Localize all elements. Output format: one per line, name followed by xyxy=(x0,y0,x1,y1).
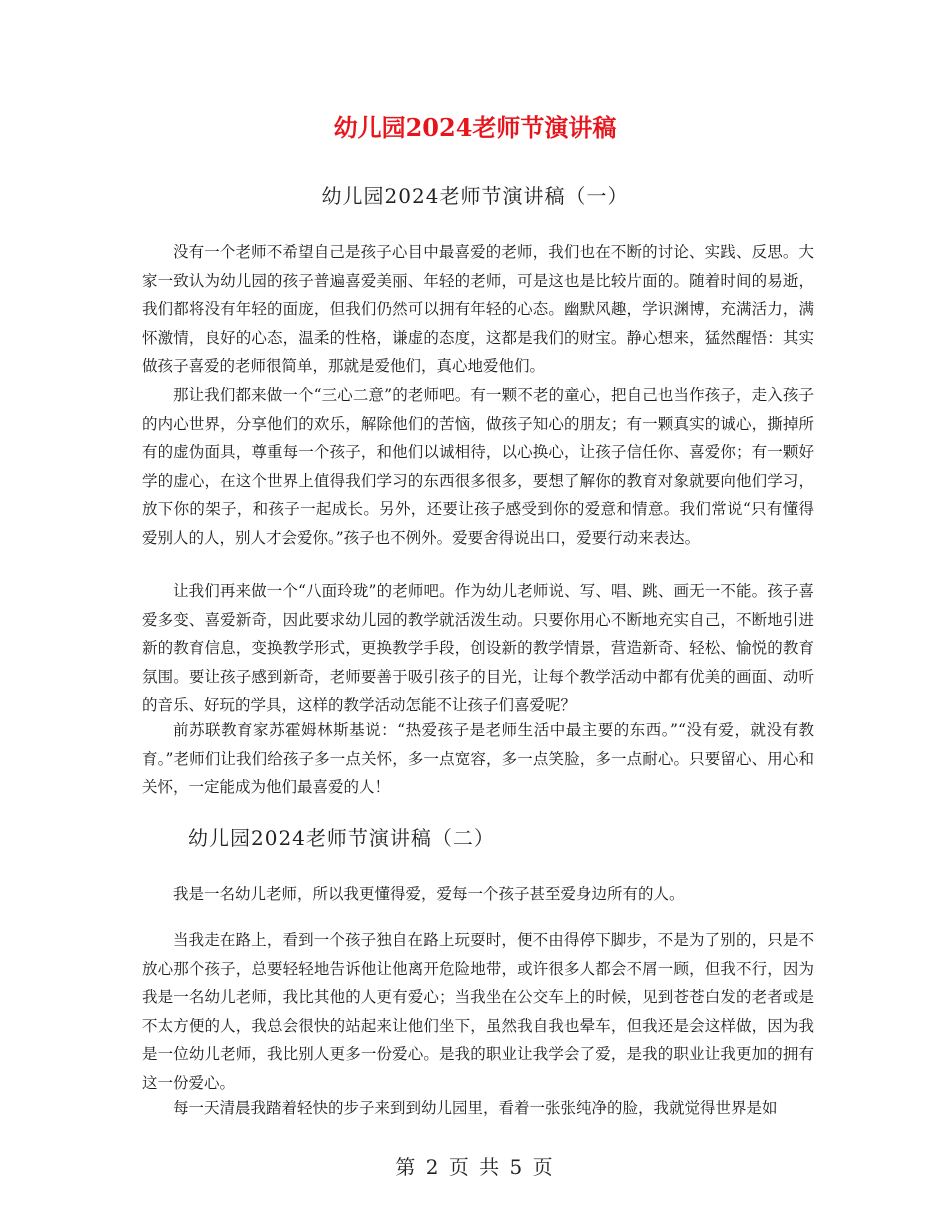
page-footer: 第 2 页 共 5 页 xyxy=(395,1155,555,1179)
paragraph: 每一天清晨我踏着轻快的步子来到到幼儿园里，看着一张张纯净的脸，我就觉得世界是如 xyxy=(173,1099,778,1117)
paragraph: 没有一个老师不希望自己是孩子心目中最喜爱的老师，我们也在不断的讨论、实践、反思。大家一致认为幼儿园的孩子普遍喜爱美丽、年轻的老师，可是这也是比较片面的。随着时间的易逝，我们都将没有年轻的面庞，但我们仍然可以拥有年轻的心态。幽默风趣，学识渊博，充满活力，满怀激情，良好的心态，温柔的性格，谦虚的态度，这都是我们的财宝。静心想来，猛然醒悟：其实做孩子喜爱的老师很简单，那就是爱他们，真心地爱他们。 xyxy=(142,243,814,376)
paragraph: 前苏联教育家苏霍姆林斯基说：“热爱孩子是老师生活中最主要的东西。”“没有爱，就没有教育。”老师们让我们给孩子多一点关怀，多一点宽容，多一点笑脸，多一点耐心。只要留心、用心和关怀，一定能成为他们最喜爱的人！ xyxy=(142,721,814,797)
section-heading: 幼儿园2024老师节演讲稿（二） xyxy=(188,826,495,850)
paragraph: 当我走在路上，看到一个孩子独自在路上玩耍时，便不由得停下脚步，不是为了别的，只是不放心那个孩子，总要轻轻地告诉他让他离开危险地带，或许很多人都会不屑一顾，但我不行，因为我是一名幼儿老师，我比其他的人更有爱心；当我坐在公交车上的时候，见到苍苍白发的老者或是不太方便的人，我总会很快的站起来让他们坐下，虽然我自我也晕车，但我还是会这样做，因为我是一位幼儿老师，我比别人更多一份爱心。是我的职业让我学会了爱，是我的职业让我更加的拥有这一份爱心。 xyxy=(142,931,814,1092)
paragraph: 让我们再来做一个“八面玲珑”的老师吧。作为幼儿老师说、写、唱、跳、画无一不能。孩子喜爱多变、喜爱新奇，因此要求幼儿园的教学就活泼生动。只要你用心不断地充实自己，不断地引进新的教育信息，变换教学形式，更换教学手段，创设新的教学情景，营造新奇、轻松、愉悦的教育氛围。要让孩子感到新奇，老师要善于吸引孩子的目光，让每个教学活动中都有优美的画面、动听的音乐、好玩的学具，这样的教学活动怎能不让孩子们喜爱呢？ xyxy=(142,582,814,715)
document-title: 幼儿园2024老师节演讲稿 xyxy=(333,113,617,142)
paragraph: 那让我们都来做一个“三心二意”的老师吧。有一颗不老的童心，把自己也当作孩子，走入孩子的内心世界，分享他们的欢乐，解除他们的苦恼，做孩子知心的朋友；有一颗真实的诚心，撕掉所有的虚伪面具，尊重每一个孩子，和他们以诚相待，以心换心，让孩子信任你、喜爱你；有一颗好学的虚心，在这个世界上值得我们学习的东西很多很多，要想了解你的教育对象就要向他们学习，放下你的架子，和孩子一起成长。另外，还要让孩子感受到你的爱意和情意。我们常说“只有懂得爱别人的人，别人才会爱你。”孩子也不例外。爱要舍得说出口，爱要行动来表达。 xyxy=(142,386,814,547)
paragraph: 我是一名幼儿老师，所以我更懂得爱，爱每一个孩子甚至爱身边所有的人。 xyxy=(173,885,685,903)
section-heading: 幼儿园2024老师节演讲稿（一） xyxy=(321,184,629,208)
